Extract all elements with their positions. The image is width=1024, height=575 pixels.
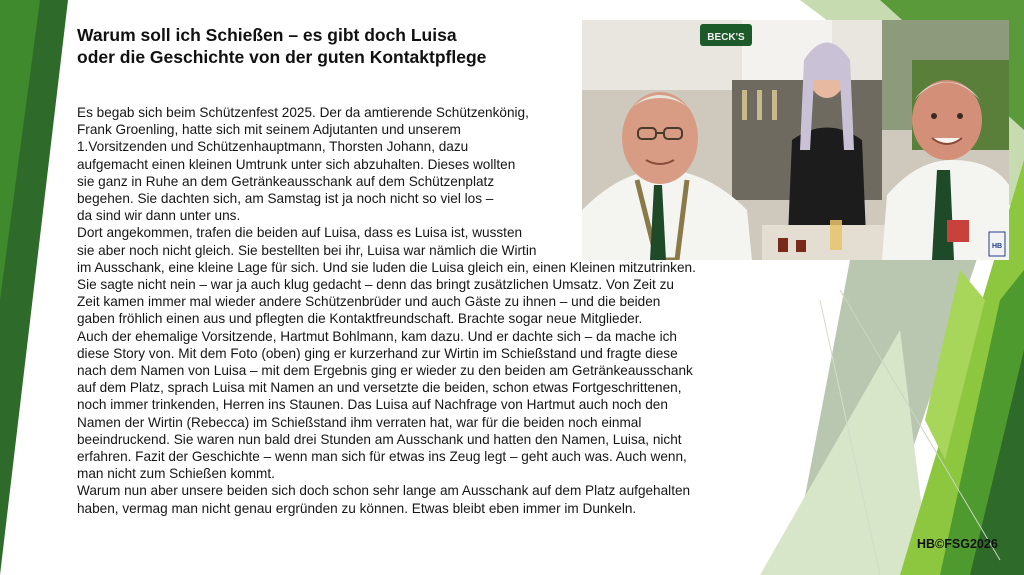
text-line: Warum nun aber unsere beiden sich doch schon sehr lange am Ausschank auf dem Platz aufgehalten (77, 483, 691, 499)
text-line: sie ganz in Ruhe an dem Getränkeausschank auf dem Schützenplatz (77, 173, 495, 189)
text-line: Namen der Wirtin (Rebecca) im Schießstand ihm verraten hat, war für die beiden noch einmal (77, 414, 642, 430)
club-badge-text: HB (991, 243, 1003, 250)
text-line: man nicht zum Schießen kommt. (77, 466, 275, 482)
text-line: Es begab sich beim Schützenfest 2025. Der da amtierende Schützenkönig, (77, 105, 529, 120)
text-line: begehen. Sie dachten sich, am Samstag ist ja noch nicht so viel los – (77, 191, 494, 207)
text-line: diese Story von. Mit dem Foto (oben) ging er kurzerhand zur Wirtin im Schießstand und fragte diese (77, 345, 678, 361)
copyright-footer: HB©FSG2026 (917, 537, 998, 551)
text-line: auf dem Platz, sprach Luisa mit Namen an und versetzte die beiden, schon etwas Fortgeschrittenen, (77, 380, 682, 396)
text-line: noch immer trinkenden, Herren ins Staunen. Das Luisa auf Nachfrage von Hartmut auch noch den (77, 397, 668, 413)
text-line: gaben fröhlich einen aus und pflegten die Kontaktfreundschaft. Brachte sogar neue Mitglieder. (77, 311, 643, 327)
text-line: Dort angekommen, trafen die beiden auf Luisa, dass es Luisa ist, wussten (77, 225, 523, 241)
beer-sign-text: BECK'S (707, 32, 745, 43)
text-line: im Ausschank, eine kleine Lage für sich. Und sie luden die Luisa gleich ein, einen Kleinen mitzutrinken. (77, 259, 696, 275)
text-line: sie aber noch nicht gleich. Sie bestellten bei ihr, Luisa war nämlich die Wirtin (77, 242, 537, 258)
text-line: 1.Vorsitzenden und Schützenhauptmann, Thorsten Johann, dazu (77, 139, 469, 155)
text-line: nach dem Namen von Luisa – mit dem Ergebnis ging er wieder zu den beiden am Getränkeausschank (77, 363, 693, 379)
text-line: da sind wir dann unter uns. (77, 208, 241, 224)
group-photo (582, 20, 1009, 260)
page-title (77, 24, 577, 68)
title-line-1: Warum soll ich Schießen – es gibt doch Luisa (77, 25, 457, 45)
title-line-2: oder die Geschichte von der guten Kontaktpflege (77, 47, 487, 67)
text-line: Auch der ehemalige Vorsitzende, Hartmut Bohlmann, kam dazu. Und er dachte sich – da mache ich (77, 328, 677, 344)
text-line: haben, vermag man nicht genau ergründen zu können. Etwas bleibt eben immer im Dunkeln. (77, 500, 637, 516)
text-line: aufgemacht einen kleinen Umtrunk unter sich abzuhalten. Dieses wollten (77, 156, 516, 172)
text-line: Sie sagte nicht nein – war ja auch klug gedacht – denn das bringt zusätzlichen Umsatz. Von Zeit zu (77, 277, 674, 293)
text-line: Zeit kamen immer mal wieder andere Schützenbrüder und auch Gäste zu ihnen – und die beiden (77, 294, 661, 310)
text-line: erfahren. Fazit der Geschichte – wenn man sich für etwas ins Zeug legt – geht auch was. Auch wenn, (77, 449, 687, 465)
text-line: Frank Groenling, hatte sich mit seinem Adjutanten und unserem (77, 122, 461, 138)
text-line: beeindruckend. Sie waren nun bald drei Stunden am Ausschank und hatten den Namen, Luisa, nicht (77, 431, 682, 447)
